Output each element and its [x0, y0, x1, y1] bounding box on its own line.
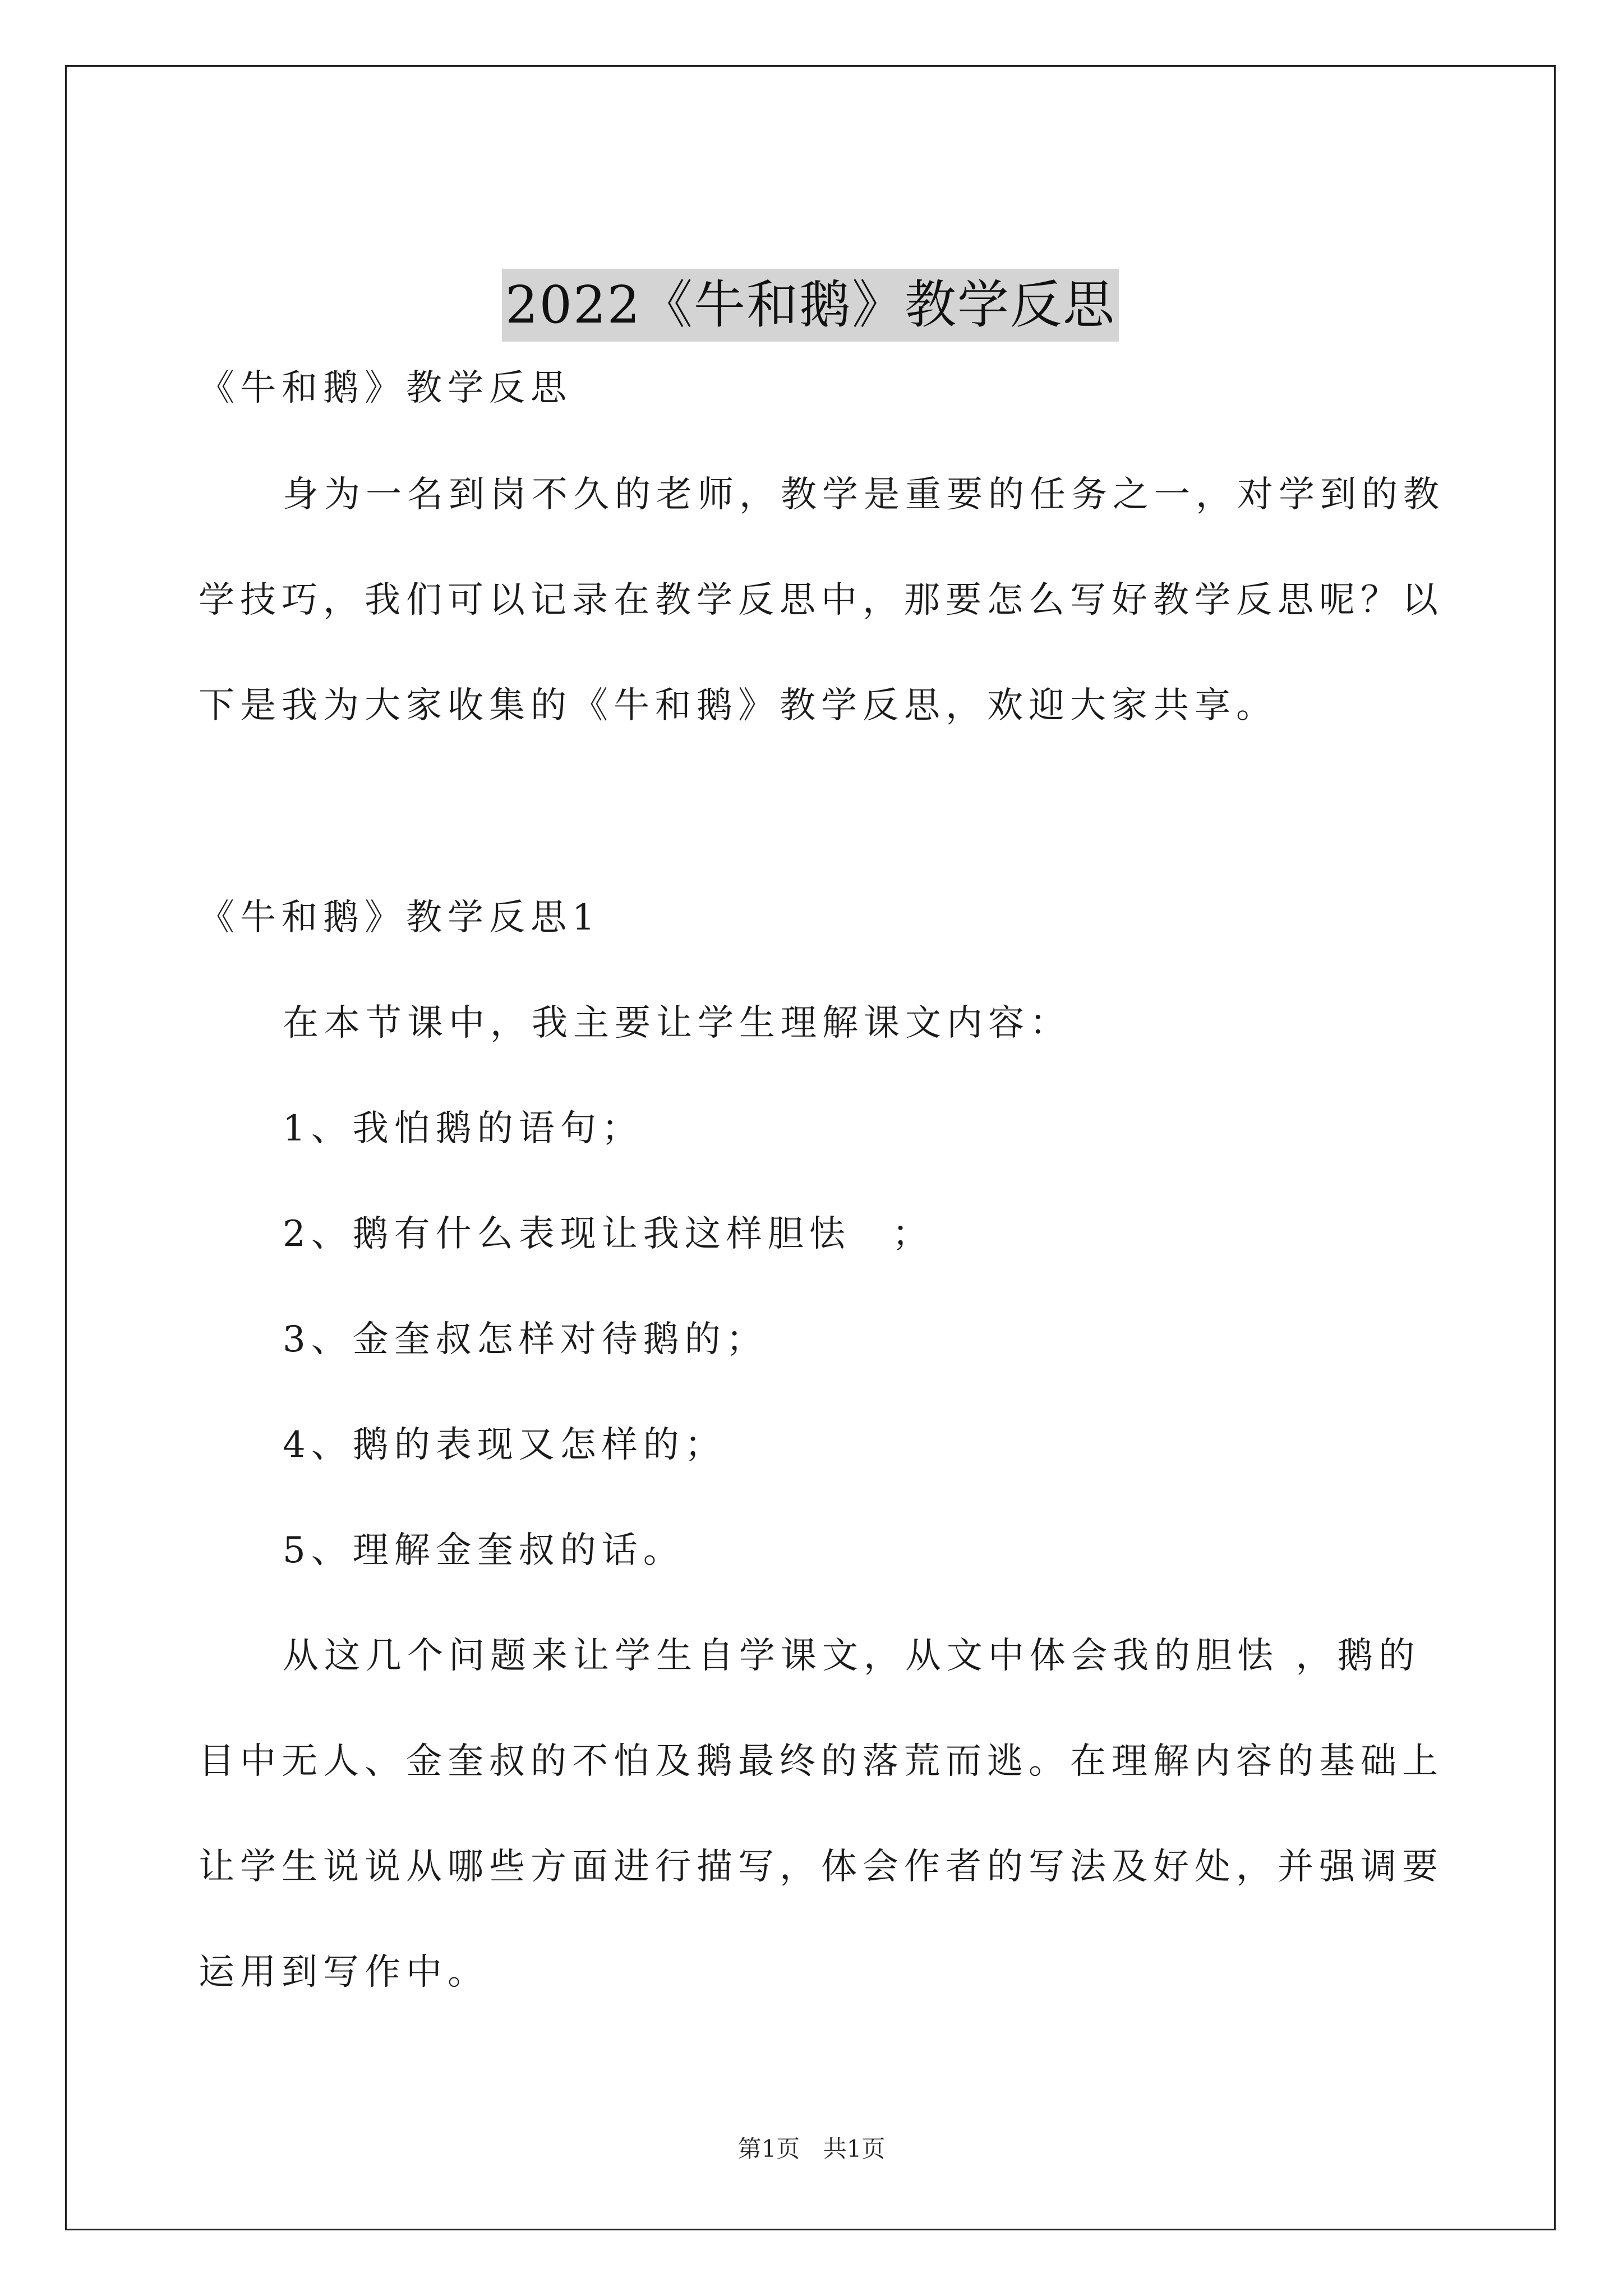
- page-total: 共1页: [823, 2135, 886, 2162]
- list-item-3: 3、金奎叔怎样对待鹅的；: [283, 1319, 768, 1360]
- paragraph-line-1: 从这几个问题来让学生自学课文，从文中体会我的胆怯 ，鹅的: [283, 1635, 1421, 1677]
- list-item-5: 5、理解金奎叔的话。: [283, 1530, 685, 1571]
- page-number: 第1页: [737, 2135, 800, 2162]
- page-footer: [0, 2131, 1623, 2164]
- list-item-1: 1、我怕鹅的语句；: [283, 1108, 643, 1149]
- section1-lead: 在本节课中，我主要让学生理解课文内容：: [283, 1002, 1071, 1044]
- document-title: 2022《牛和鹅》教学反思: [502, 269, 1119, 342]
- subtitle: 《牛和鹅》教学反思: [199, 367, 572, 409]
- paragraph-line-4: 运用到写作中。: [199, 1952, 489, 1993]
- paragraph-line-3: 让学生说说从哪些方面进行描写，体会作者的写法及好处，并强调要: [199, 1846, 1444, 1888]
- section1-heading: 《牛和鹅》教学反思1: [199, 897, 601, 938]
- paragraph-line-2: 目中无人、金奎叔的不怕及鹅最终的落荒而逃。在理解内容的基础上: [199, 1741, 1444, 1782]
- list-item-4: 4、鹅的表现又怎样的；: [283, 1424, 726, 1466]
- title-wrap: [67, 269, 1554, 342]
- intro-line-3: 下是我为大家收集的《牛和鹅》教学反思，欢迎大家共享。: [199, 685, 1278, 726]
- intro-line-2: 学技巧，我们可以记录在教学反思中，那要怎么写好教学反思呢？以: [199, 579, 1444, 621]
- list-item-2: 2、鹅有什么表现让我这样胆怯 ；: [283, 1213, 934, 1255]
- intro-line-1: 身为一名到岗不久的老师，教学是重要的任务之一，对学到的教: [283, 474, 1445, 516]
